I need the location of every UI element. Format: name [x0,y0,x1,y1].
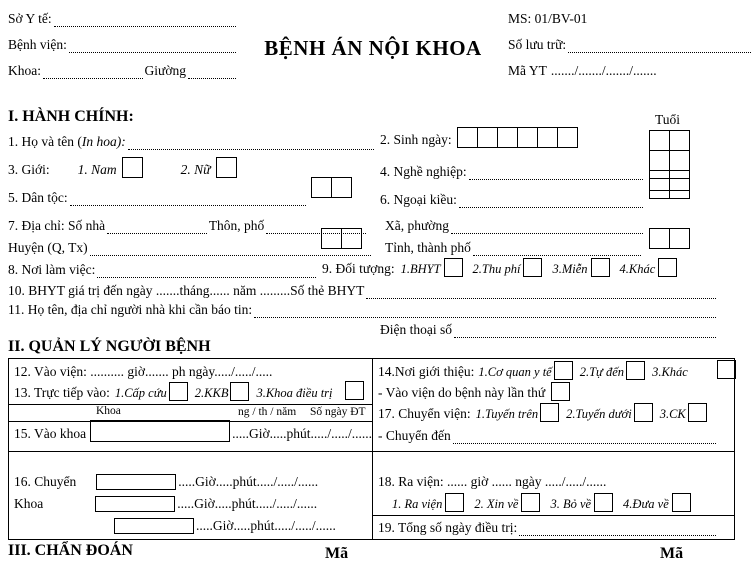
tuyen-tren-label: 1.Tuyến trên [475,407,539,421]
tinh-boxes[interactable] [650,228,690,249]
gioi-nam-label: 1. Nam [77,162,117,177]
chuyen-khoa-row-3 [14,516,336,534]
vao-vien-row [14,362,272,380]
dan-toc-input[interactable] [70,192,306,206]
doi-tuong-mien-checkbox[interactable] [591,258,610,277]
the-bhyt-input[interactable] [366,285,716,299]
header-left-block [8,10,238,88]
gioi-nu-checkbox[interactable] [216,157,237,178]
right-divider-1 [372,451,735,452]
tuoi-box-2[interactable] [669,130,690,151]
co-quan-y-te-label: 1.Cơ quan y tế [478,365,552,379]
khoa-row [8,62,238,79]
cap-cuu-checkbox[interactable] [169,382,188,401]
noi-gioi-thieu-row [378,362,688,380]
ra-vien-row [378,472,606,490]
vao-vien-lan-thu-row [378,383,570,401]
huyen-box-2[interactable] [341,228,362,249]
xin-ve-checkbox[interactable] [521,493,540,512]
ma-label-1: Mã [325,545,349,562]
bhyt-row [8,281,718,299]
doi-tuong-row [322,259,677,277]
chuyen-khoa-label: Khoa [14,496,44,511]
doi-tuong-bhyt-checkbox[interactable] [444,258,463,277]
huyen-label: Huyện (Q, Tx) [8,240,88,255]
ngoai-kieu-boxes[interactable] [650,178,690,199]
tinh-box-2[interactable] [669,228,690,249]
doi-tuong-label: 9. Đối tượng: [322,261,395,276]
ra-vien-opt-label: 1. Ra viện [392,497,443,511]
bhyt-label: 10. BHYT giá trị đến ngày .......tháng...... năm .........Số thẻ BHYT [8,283,365,298]
so-luu-tru-dots[interactable] [568,39,751,53]
ms-label: MS: 01/BV-01 [508,11,588,26]
sinh-ngay-box-6[interactable] [557,127,578,148]
section-quan-ly-heading: II. QUẢN LÝ NGƯỜI BỆNH [8,338,211,355]
truc-tiep-vao-row [14,383,333,401]
giuong-label: Giường [144,63,186,78]
benh-vien-row [8,36,238,53]
bo-ve-checkbox[interactable] [594,493,613,512]
section-chan-doan-heading: III. CHẨN ĐOÁN [8,542,133,559]
ck-label: 3.CK [659,407,686,421]
vao-khoa-input[interactable] [90,420,230,442]
nghe-nghiep-input[interactable] [469,166,643,180]
ra-vien-options-row [392,494,691,512]
chuyen-den-row [378,426,718,444]
dan-toc-row [8,188,308,206]
ngoai-kieu-label: 6. Ngoại kiều: [380,192,457,207]
ho-va-ten-row [8,132,376,150]
co-quan-y-te-checkbox[interactable] [554,361,573,380]
ho-va-ten-input[interactable] [128,136,374,150]
tu-den-checkbox[interactable] [626,361,645,380]
nguoi-nha-input[interactable] [254,304,716,318]
kkb-label: 2.KKB [194,386,229,400]
page-title: BỆNH ÁN NỘI KHOA [264,36,482,60]
chuyen-label: 16. Chuyển [14,474,77,489]
gioi-label: 3. Giới: [8,162,50,177]
nguoi-nha-row [8,300,718,318]
dan-toc-box-1[interactable] [311,177,332,198]
sinh-ngay-row [380,130,578,148]
sinh-ngay-box-2[interactable] [477,127,498,148]
chuyen-tail-2[interactable]: .....Giờ.....phút...../...../...... [177,496,318,511]
benh-vien-label: Bệnh viện: [8,37,67,52]
chuyen-khoa-row-2 [14,494,317,512]
dien-thoai-row [380,320,718,338]
gioi-nu-label: 2. Nữ [180,162,211,177]
tinh-label: Tỉnh, thành phố [385,240,471,255]
dan-toc-box-2[interactable] [331,177,352,198]
tuoi-boxes-row2[interactable] [650,150,690,171]
tuoi-box-4[interactable] [669,150,690,171]
dan-toc-label: 5. Dân tộc: [8,190,68,205]
noi-lam-viec-label: 8. Nơi làm việc: [8,262,96,277]
chuyen-vien-label: 17. Chuyển viện: [378,406,471,421]
khoa-dieu-tri-label: 3.Khoa điều trị [256,386,333,400]
nghe-nghiep-label: 4. Nghề nghiệp: [380,164,467,179]
chuyen-vien-row [378,404,707,422]
khoa-column-header: Khoa [96,405,121,417]
doi-tuong-khac-checkbox[interactable] [658,258,677,277]
truc-tiep-vao-label: 13. Trực tiếp vào: [14,385,110,400]
chuyen-input-3[interactable] [114,518,194,534]
vao-vien-lan-thu-label: - Vào viện do bệnh này lần thứ [378,385,546,400]
tuyen-duoi-checkbox[interactable] [634,403,653,422]
dien-thoai-input[interactable] [454,324,716,338]
doi-tuong-thu-phi-checkbox[interactable] [523,258,542,277]
xa-phuong-input[interactable] [451,220,643,234]
so-nha-input[interactable] [107,220,207,234]
ma-yt-row [508,62,753,79]
tuoi-label: Tuổi [655,112,681,127]
chuyen-tail-1[interactable]: .....Giờ.....phút...../...../...... [178,474,319,489]
so-luu-tru-label: Số lưu trữ: [508,37,567,52]
vao-khoa-row [14,424,372,442]
vao-vien-lan-thu-box[interactable] [551,382,570,401]
xa-phuong-row [385,216,645,234]
vao-khoa-label: 15. Vào khoa [14,426,87,441]
khoa-dots[interactable] [43,65,143,79]
tuyen-tren-checkbox[interactable] [540,403,559,422]
kkb-checkbox[interactable] [230,382,249,401]
ma-yt-label: Mã YT [508,63,547,78]
cap-cuu-label: 1.Cấp cứu [114,386,167,400]
ck-checkbox[interactable] [688,403,707,422]
chuyen-row [14,472,318,490]
noi-gioi-thieu-label: 14.Nơi giới thiệu: [378,364,475,379]
ra-vien-label: 18. Ra viện: ...... giờ ...... ngày ...../...../...... [378,474,607,489]
doi-tuong-mien-label: 3.Miễn [552,262,588,276]
ngay-thang-nam-header: ng / th / năm [238,406,297,418]
giuong-dots[interactable] [188,65,236,79]
khoa-dieu-tri-checkbox[interactable] [345,381,364,400]
header-right-block [508,10,753,88]
so-y-te-label: Sở Y tế: [8,11,52,26]
vao-vien-label: 12. Vào viện: .......... giờ....... ph ngày...../...../..... [14,364,273,379]
huyen-box-1[interactable] [321,228,342,249]
xa-phuong-label: Xã, phường [385,218,449,233]
doi-tuong-thu-phi-label: 2.Thu phí [472,262,521,276]
nghe-nghiep-row [380,162,645,180]
right-divider-2 [372,515,735,516]
tu-den-label: 2.Tự đến [579,365,625,379]
quan-ly-vertical-divider [372,358,373,540]
so-luu-tru-row [508,36,753,53]
chuyen-input-2[interactable] [95,496,175,512]
sinh-ngay-boxes[interactable] [458,127,578,148]
so-y-te-row [8,10,238,27]
dia-chi-row [8,216,368,234]
ho-va-ten-label: 1. Họ và tên (In hoa): [8,134,126,149]
gioi-nam-checkbox[interactable] [122,157,143,178]
sinh-ngay-box-4[interactable] [517,127,538,148]
sinh-ngay-box-5[interactable] [537,127,558,148]
gioi-row [8,160,237,178]
chuyen-den-label: - Chuyển đến [378,428,451,443]
ngoai-kieu-box-1[interactable] [649,178,670,199]
tong-so-ngay-row [378,518,718,536]
ma-label-2: Mã [660,545,684,562]
tinh-row [385,238,643,256]
tuoi-box-3[interactable] [649,150,670,171]
so-y-te-dots[interactable] [54,13,236,27]
sinh-ngay-box-3[interactable] [497,127,518,148]
so-ngay-dt-header: Số ngày ĐT [310,406,366,418]
ngoai-kieu-box-2[interactable] [669,178,690,199]
khoa-label: Khoa: [8,63,41,78]
benh-vien-dots[interactable] [69,39,236,53]
ngoai-kieu-input[interactable] [459,194,643,208]
dan-toc-boxes[interactable] [312,177,352,198]
tinh-input[interactable] [473,242,641,256]
xin-ve-label: 2. Xin về [474,497,519,511]
noi-gioi-thieu-khac-checkbox[interactable] [717,360,736,379]
noi-lam-viec-input[interactable] [97,264,316,278]
ms-row [508,10,753,27]
form-title-block [248,36,498,61]
chuyen-den-input[interactable] [453,430,716,444]
tong-so-ngay-label: 19. Tổng số ngày điều trị: [378,520,518,535]
noi-gioi-thieu-khac-label: 3.Khác [652,365,688,379]
huyen-row [8,238,373,256]
nguoi-nha-label: 11. Họ tên, địa chỉ người nhà khi cần báo tin: [8,302,253,317]
dien-thoai-label: Điện thoại số [380,322,452,337]
doi-tuong-khac-label: 4.Khác [619,262,656,276]
vao-khoa-tail[interactable]: .....Giờ.....phút...../...../...... [232,426,373,441]
huyen-boxes[interactable] [322,228,362,249]
tong-so-ngay-input[interactable] [519,522,716,536]
dia-chi-label: 7. Địa chỉ: Số nhà [8,218,106,233]
tuyen-duoi-label: 2.Tuyến dưới [566,407,632,421]
dua-ve-checkbox[interactable] [672,493,691,512]
ra-vien-opt-checkbox[interactable] [445,493,464,512]
tuoi-box-1[interactable] [649,130,670,151]
chuyen-tail-3[interactable]: .....Giờ.....phút...../...../...... [196,518,336,533]
sinh-ngay-box-1[interactable] [457,127,478,148]
noi-gioi-thieu-khac-checkbox-wrap [717,360,736,379]
doi-tuong-bhyt-label: 1.BHYT [400,262,441,276]
ma-yt-slashes[interactable]: ......./......./......./....... [550,63,657,78]
sinh-ngay-label: 2. Sinh ngày: [380,132,452,147]
ngoai-kieu-row [380,190,645,208]
thon-pho-label: Thôn, phố [208,218,265,233]
tuoi-boxes-row1[interactable] [650,130,690,151]
bo-ve-label: 3. Bỏ về [550,497,592,511]
dua-ve-label: 4.Đưa về [623,497,669,511]
noi-lam-viec-row [8,260,318,278]
left-table-top-border [8,404,373,405]
chuyen-input-1[interactable] [96,474,176,490]
section-hanh-chinh-heading: I. HÀNH CHÍNH: [8,108,134,125]
khoa-dieu-tri-checkbox-wrap [345,381,364,400]
left-table-row-border-1 [8,451,373,452]
tinh-box-1[interactable] [649,228,670,249]
